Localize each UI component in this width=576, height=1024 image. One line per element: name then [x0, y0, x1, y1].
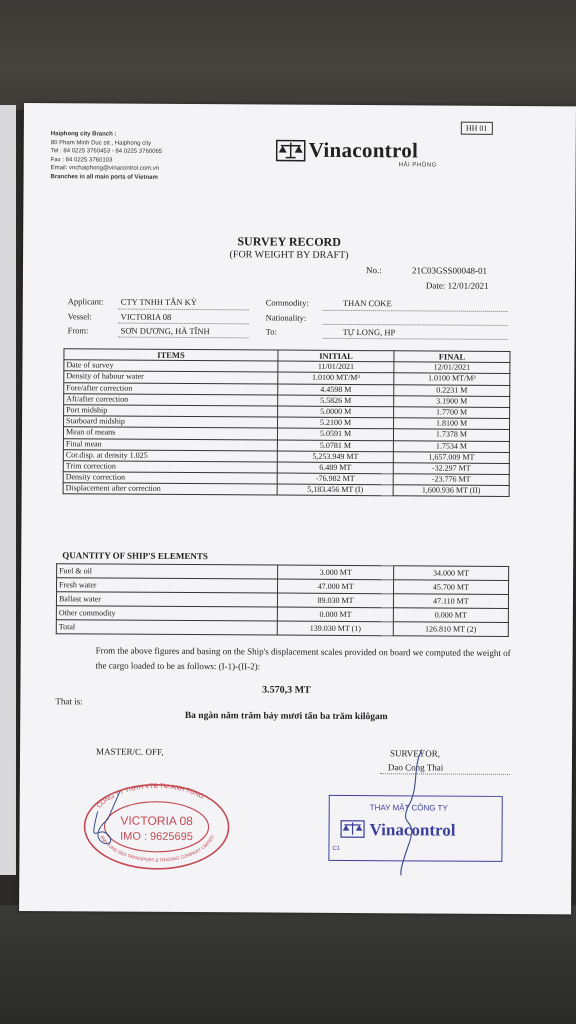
vessel-label: Vessel: — [67, 311, 92, 322]
branch-line: Email: vnchaiphong@vinacontrol.com.vn — [50, 165, 160, 173]
document-number — [366, 265, 487, 276]
conclusion-paragraph: From the above figures and basing on the Ship's displacement scales provided on board we computed the weight of the cargo loaded to be as follows: (I-1)-(II-2): — [95, 645, 511, 672]
underlying-sheet — [0, 105, 16, 875]
initial-cell: 11/01/2021 — [278, 361, 394, 373]
final-cell: 0.2231 M — [394, 384, 510, 396]
survey-table — [63, 348, 511, 497]
final-cell: 0.000 MT — [393, 608, 508, 623]
final-cell: -23.776 MT — [393, 474, 509, 486]
stamp-ship-name: VICTORIA 08 — [120, 813, 193, 829]
initial-cell: 1.0100 MT/M³ — [278, 372, 394, 384]
cargo-weight: 3.570,3 MT — [262, 684, 311, 696]
number-value: 21C03GSS00048-01 — [411, 265, 488, 276]
that-is-label: That is: — [55, 696, 83, 707]
stamp-imo: IMO : 9625695 — [120, 830, 193, 844]
branch-line: Fax : 84 0225 3760103 — [50, 156, 113, 164]
vessel-value: VICTORIA 08 — [120, 311, 172, 322]
item-cell: Trim correction — [63, 461, 277, 473]
item-cell: Ballast water — [56, 592, 278, 607]
column-header: FINAL — [394, 351, 510, 363]
from-value: SƠN DƯƠNG, HÀ TĨNH — [120, 325, 210, 337]
column-header: ITEMS — [64, 349, 278, 361]
table-row — [63, 483, 509, 497]
branch-line: Tel : 84 0225 3760453 - 84 0225 3760065 — [50, 148, 163, 156]
applicant-line — [119, 309, 249, 311]
final-cell: 45.700 MT — [393, 580, 508, 595]
final-cell: 1.7378 M — [393, 429, 509, 441]
final-cell: 12/01/2021 — [394, 362, 510, 374]
survey-document — [19, 103, 576, 914]
branch-line: 80 Pham Minh Duc str., Haiphong city — [50, 139, 152, 147]
nationality-line — [323, 324, 508, 326]
from-label: From: — [67, 325, 89, 336]
final-cell: 3.1900 M — [394, 396, 510, 408]
to-label: To: — [265, 326, 277, 337]
final-cell: 1.0100 MT/M³ — [394, 373, 510, 385]
from-line — [119, 337, 249, 339]
item-cell: Total — [56, 620, 278, 635]
commodity-label: Commodity: — [265, 297, 309, 308]
initial-cell: 5,183.456 MT (I) — [277, 484, 393, 496]
column-header: INITIAL — [278, 350, 394, 362]
background-top — [0, 0, 576, 110]
surveyor-label: SURVEYOR, — [390, 748, 441, 759]
item-cell: Density of habour water — [64, 371, 278, 383]
item-cell: Aft/after correction — [64, 393, 278, 405]
branch-address — [51, 130, 163, 182]
document-title: SURVEY RECORD — [237, 234, 341, 249]
item-cell: Date of survey — [64, 360, 278, 372]
item-cell: Fuel & oil — [57, 564, 279, 579]
initial-cell: 6.489 MT — [277, 462, 393, 474]
item-cell: Other commodity — [56, 606, 278, 621]
initial-cell: 5.5826 M — [278, 395, 394, 407]
initial-cell: 5.0591 M — [278, 428, 394, 440]
final-cell: 34.000 MT — [393, 566, 508, 581]
stamp-top-text: THAY MẶT CÔNG TY — [369, 803, 448, 813]
initial-cell: 4.4598 M — [278, 384, 394, 396]
item-cell: Fore/after correction — [64, 382, 278, 394]
surveyor-name: Dao Cong Thai — [387, 762, 444, 773]
scales-icon — [340, 820, 366, 838]
item-cell: Final mean — [63, 438, 277, 450]
quantity-table — [56, 563, 509, 637]
scales-icon — [276, 139, 306, 161]
stamp-ring-text: CÔNG TY TNHH VTB TM ANH TÙNG — [95, 782, 205, 810]
applicant-label: Applicant: — [67, 296, 104, 307]
table-row — [56, 620, 508, 637]
logo-subtitle: HẢI PHÒNG — [398, 162, 437, 169]
final-cell: 126.810 MT (2) — [393, 622, 508, 637]
final-cell: 1.7700 M — [394, 407, 510, 419]
initial-cell: -76.982 MT — [277, 473, 393, 485]
final-cell: 1.8100 M — [394, 418, 510, 430]
document-subtitle: (FOR WEIGHT BY DRAFT) — [229, 249, 349, 261]
final-cell: 47.110 MT — [393, 594, 508, 609]
initial-cell: 5.0781 M — [277, 440, 393, 452]
initial-cell: 139.030 MT (1) — [278, 621, 393, 636]
initial-cell: 5.2100 M — [278, 417, 394, 429]
nationality-label: Nationality: — [265, 312, 307, 323]
logo-name: Vinacontrol — [308, 137, 419, 163]
background-bottom — [0, 905, 576, 1024]
applicant-value: CTY TNHH TÂN KỲ — [120, 296, 197, 308]
to-line — [323, 338, 508, 340]
ship-stamp — [79, 781, 235, 872]
final-cell: -32.297 MT — [393, 463, 509, 475]
item-cell: Displacement after correction — [63, 483, 277, 495]
final-cell: 1.7534 M — [393, 440, 509, 452]
document-date: Date: 12/01/2021 — [425, 280, 489, 291]
vessel-line — [119, 323, 249, 325]
commodity-value: THAN COKE — [342, 297, 392, 309]
branch-line: Branches in all main ports of Vietnam — [50, 174, 158, 181]
item-cell: Cor.disp. at density 1.025 — [63, 449, 277, 461]
stamp-ring-bottom-text: ANH TUNG SEA TRANSPORT & TRADING COMPANY LIMITED — [99, 834, 215, 863]
form-code: HH 01 — [461, 122, 493, 135]
final-cell: 1,600.936 MT (II) — [393, 485, 509, 497]
initial-cell: 3.000 MT — [278, 565, 393, 580]
surveyor-signature — [389, 747, 440, 877]
item-cell: Port midship — [64, 405, 278, 417]
initial-cell: 89.030 MT — [278, 593, 393, 608]
quantity-heading: QUANTITY OF SHIP'S ELEMENTS — [62, 550, 208, 562]
stamp-company-name: Vinacontrol — [369, 820, 456, 840]
item-cell: Mean of means — [63, 427, 277, 439]
stamp-code: C1 — [332, 845, 341, 852]
initial-cell: 5,253.949 MT — [277, 451, 393, 463]
item-cell: Density correction — [63, 472, 277, 484]
vinacontrol-logo — [276, 138, 419, 164]
branch-line: Haiphong city Branch : — [50, 131, 117, 138]
initial-cell: 47.000 MT — [278, 579, 393, 594]
weight-in-words: Ba ngàn năm trăm bảy mươi tấn ba trăm kilôgam — [184, 710, 388, 723]
to-value: TỰ LONG, HP — [342, 326, 396, 338]
initial-cell: 5.0000 M — [278, 406, 394, 418]
commodity-line — [323, 310, 508, 312]
item-cell: Fresh water — [57, 578, 279, 593]
item-cell: Starboard midship — [64, 416, 278, 428]
initial-cell: 0.000 MT — [278, 607, 393, 622]
final-cell: 1,657.009 MT — [393, 451, 509, 463]
master-label: MASTER/C. OFF, — [96, 746, 164, 757]
number-label: No.: — [365, 265, 382, 276]
